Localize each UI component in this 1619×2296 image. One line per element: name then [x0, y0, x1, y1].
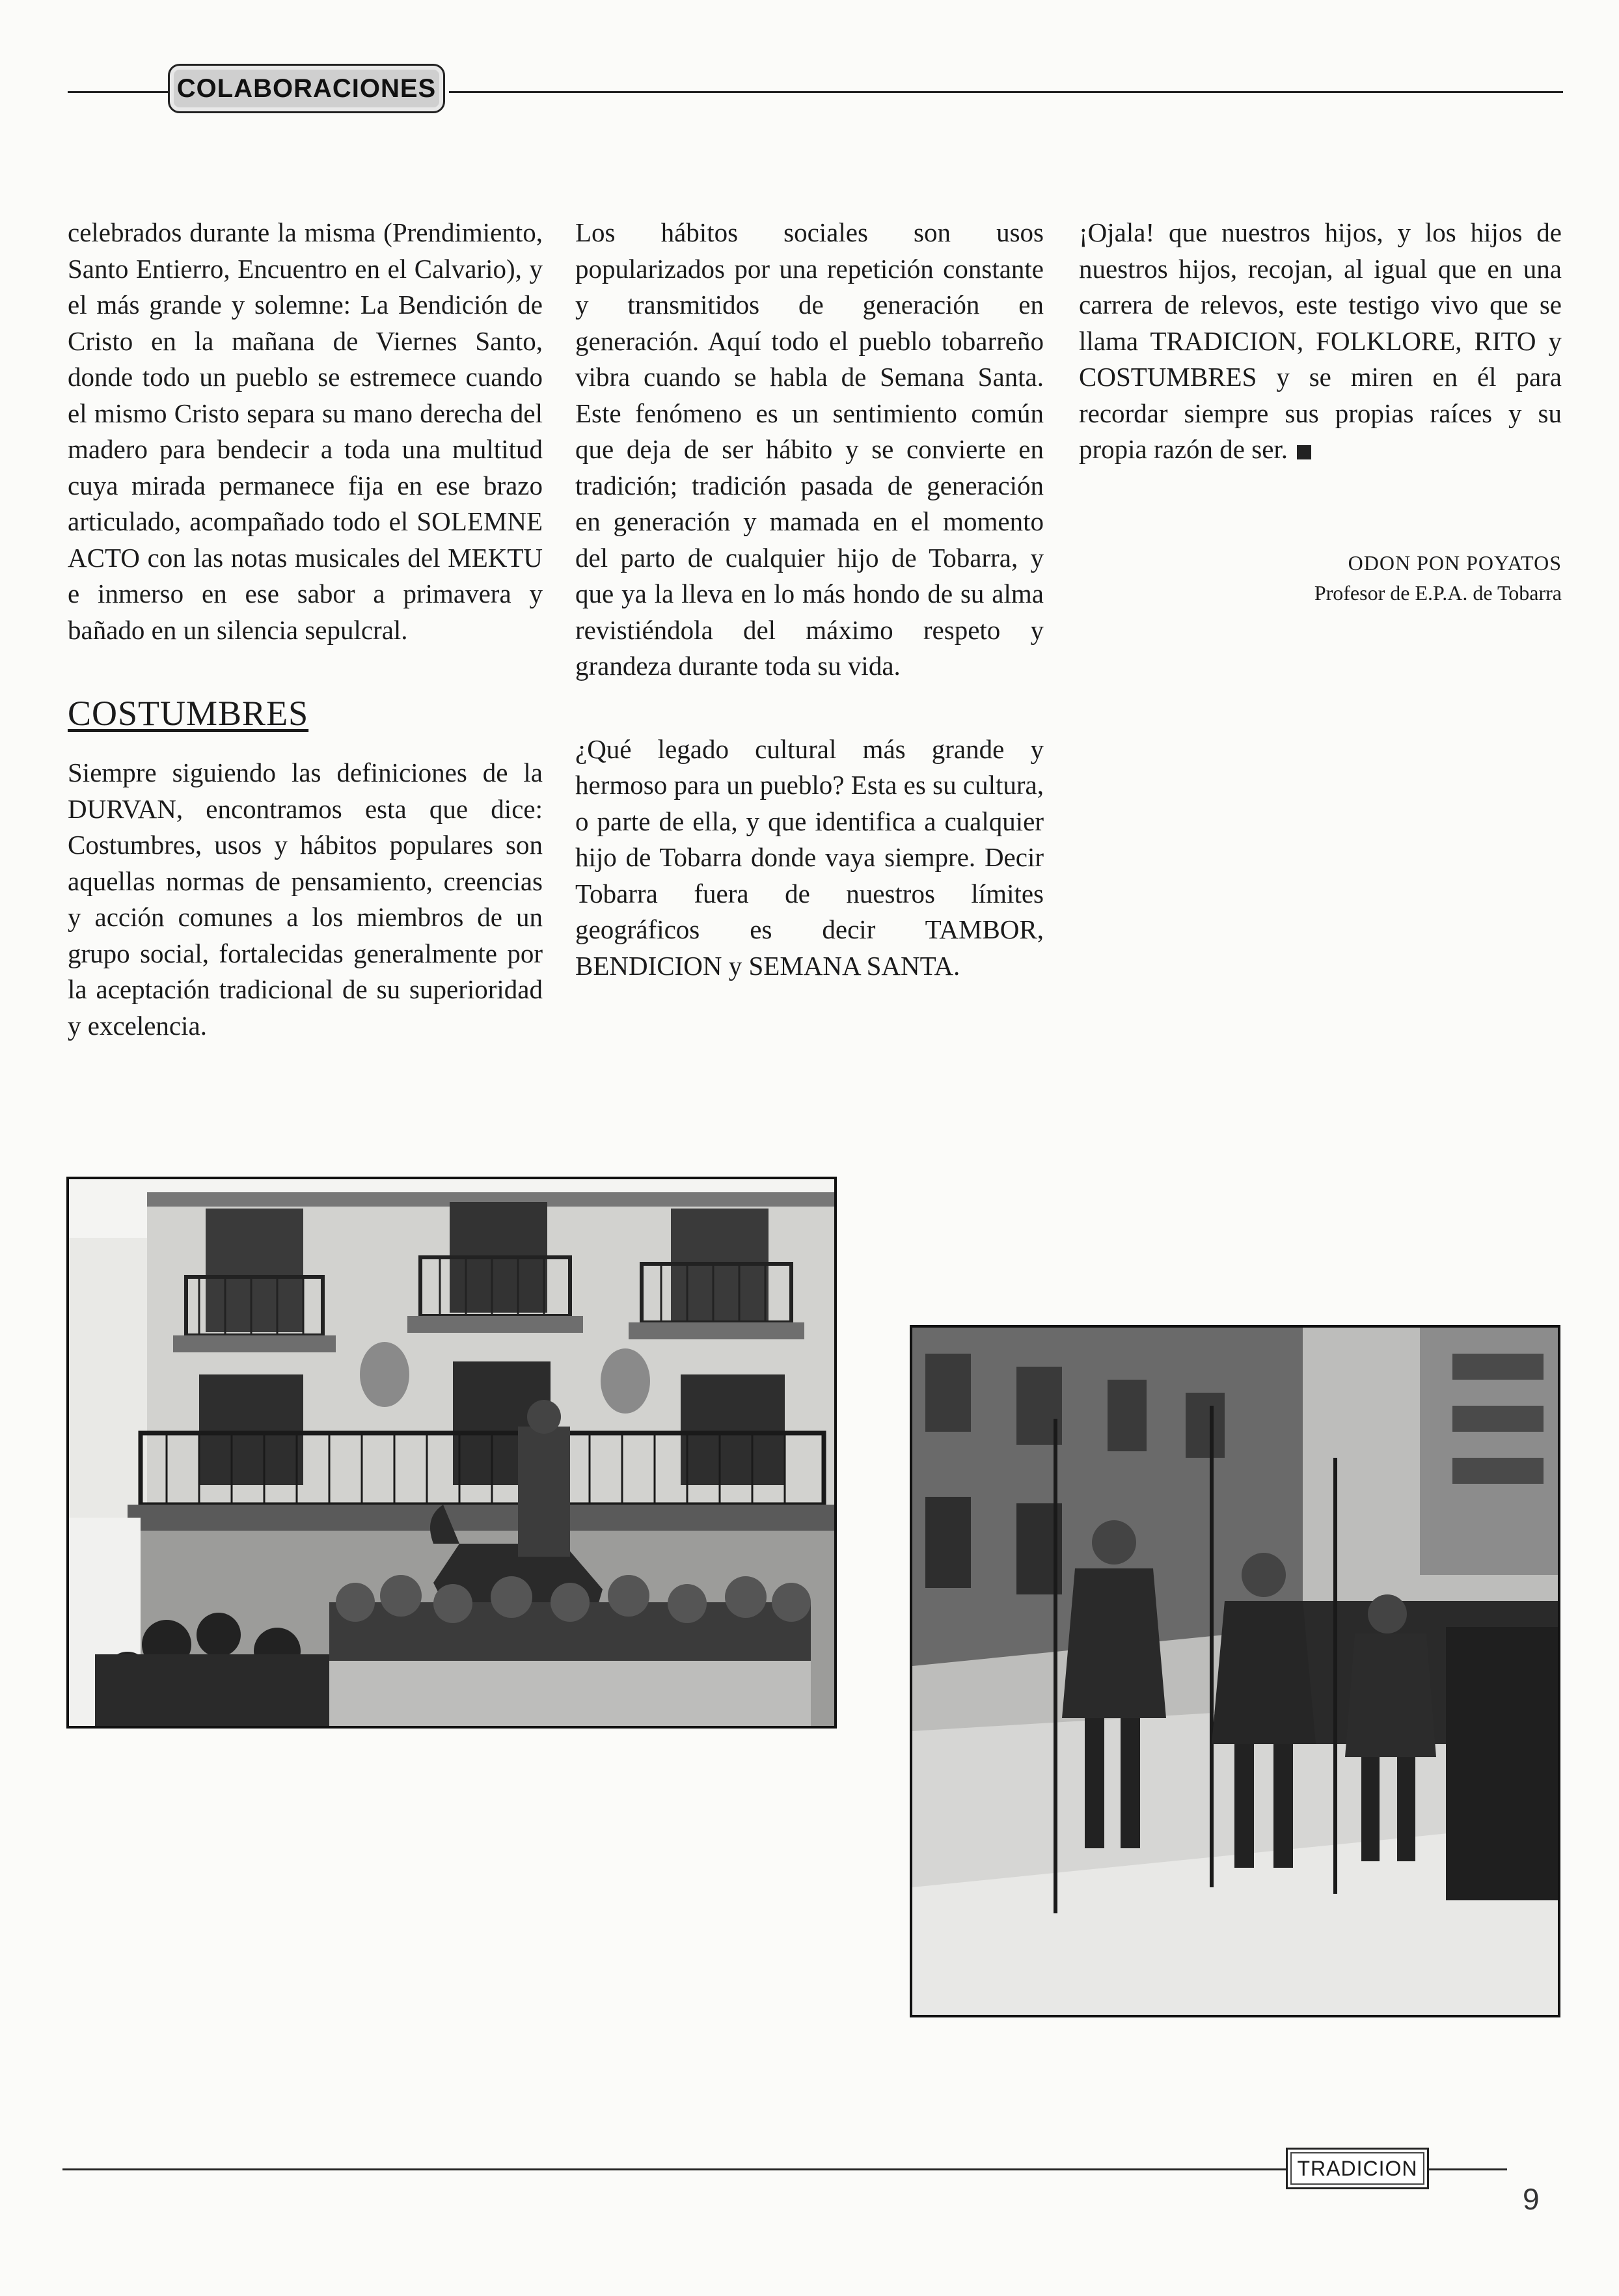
- page-number: 9: [1523, 2182, 1540, 2216]
- magazine-label-badge: TRADICION: [1286, 2148, 1429, 2189]
- section-label-badge: COLABORACIONES: [168, 64, 445, 113]
- section-heading-costumbres: COSTUMBRES: [68, 694, 309, 733]
- procession-balconies-image: [69, 1179, 834, 1726]
- procession-soldiers-image: [912, 1328, 1558, 2015]
- text-column-1: [68, 215, 543, 1044]
- column1-paragraph-2: Siempre siguiendo las definiciones de la DURVAN, encontramos esta que dice: Costumbres, usos y hábitos populares son aquellas normas de pensamiento, creencias y acción comunes a los miembros de un grupo social, fortalecidas generalmente por la aceptación tradicional de su superioridad y excelencia.: [68, 758, 543, 1041]
- footer-rule-right: [1429, 2168, 1507, 2170]
- text-column-2: [575, 215, 1044, 984]
- author-name: ODON PON POYATOS: [1348, 551, 1562, 575]
- header-rule-right: [449, 91, 1563, 93]
- column3-paragraph-1-text: ¡Ojala! que nuestros hijos, y los hijos de nuestros hijos, recojan, al igual que en una carrera de relevos, este testigo vivo que se llama TRADICION, FOLKLORE, RITO y COSTUMBRES y se miren en él para recordar siempre sus propias raíces y su propia razón de ser.: [1079, 217, 1562, 464]
- footer-rule-left: [62, 2168, 1286, 2170]
- column3-paragraph-1: [1079, 215, 1562, 468]
- author-role: Profesor de E.P.A. de Tobarra: [1314, 581, 1562, 605]
- header-rule-left: [68, 91, 169, 93]
- column2-paragraph-1: Los hábitos sociales son usos popularizados por una repetición constante y transmitidos de generación en generación. Aquí todo el pueblo tobarreño vibra cuando se habla de Semana Santa. Este fenómeno es un sentimiento común que deja de ser hábito y se convierte en tradición; tradición pasada de generación en generación y mamada en el momento del parto de cualquier hijo de Tobarra, y que ya la lleva en lo más hondo de su alma revistiéndola del máximo respeto y grandeza durante toda su vida.: [575, 217, 1044, 681]
- text-column-3: [1079, 215, 1562, 468]
- column1-paragraph-1: celebrados durante la misma (Prendimiento, Santo Entierro, Encuentro en el Calvario), y el más grande y solemne: La Bendición de Cristo en la mañana de Viernes Santo, donde todo un pueblo se estremece cuando el mismo Cristo separa su mano derecha del madero para bendecir a toda una multitud cuya mirada permanece fija en ese brazo articulado, acompañado todo el SOLEMNE ACTO con las notas musicales del MEKTU e inmerso en ese sabor a primavera y bañado en un silencia sepulcral.: [68, 217, 543, 645]
- procession-photo-soldiers: [910, 1325, 1560, 2017]
- author-signature: [1079, 548, 1562, 608]
- column2-paragraph-2: ¿Qué legado cultural más grande y hermoso para un pueblo? Esta es su cultura, o parte de ella, y que identifica a cualquier hijo de Tobarra donde vaya siempre. Decir Tobarra fuera de nuestros límites geográficos es decir TAMBOR, BENDICION y SEMANA SANTA.: [575, 733, 1044, 981]
- end-of-article-mark: [1297, 445, 1311, 459]
- procession-photo-balconies: [66, 1177, 837, 1729]
